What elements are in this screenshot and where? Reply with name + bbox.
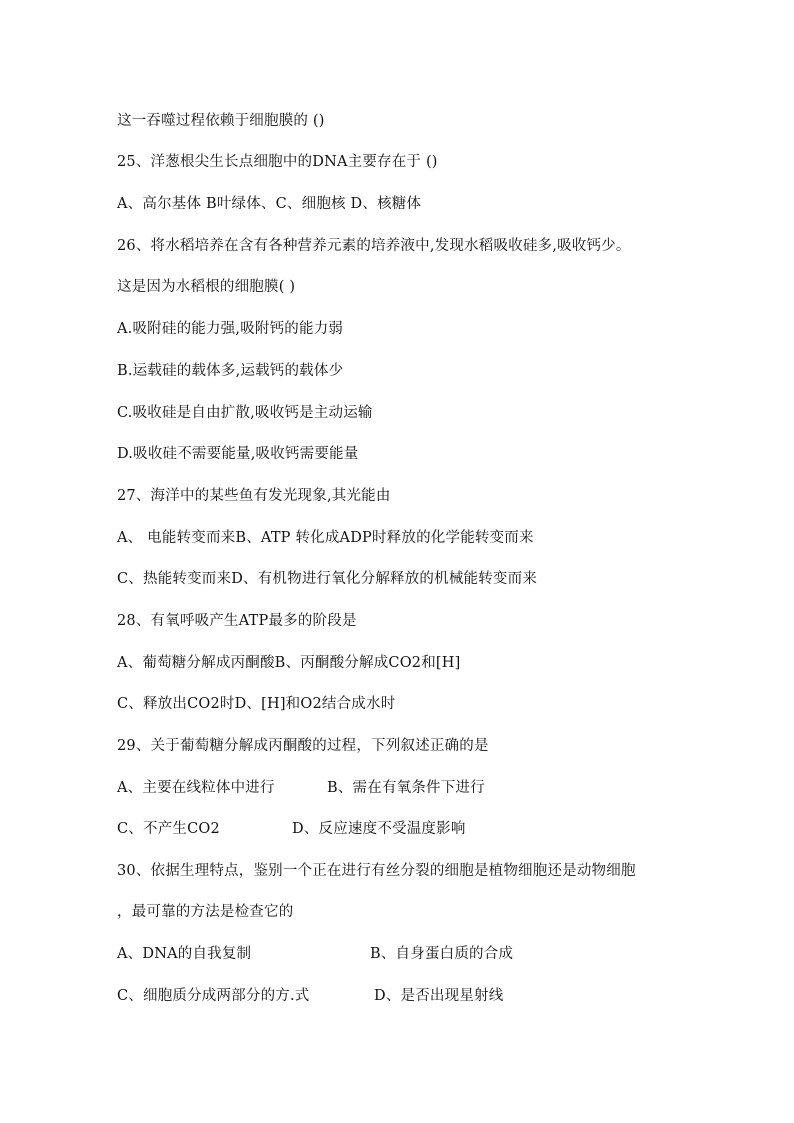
question-25: 25、洋葱根尖生长点细胞中的DNA主要存在于 () [117, 154, 438, 170]
question-25-options: A、高尔基体 B叶绿体、C、细胞核 D、核糖体 [117, 196, 422, 212]
text-line: 这是因为水稻根的细胞膜( ) [117, 279, 296, 295]
q30-option-c: C、细胞质分成两部分的方.式 [117, 988, 310, 1004]
question-27-options-ab: A、 电能转变而来B、ATP 转化成ADP时释放的化学能转变而来 [117, 530, 534, 546]
text-line: ，最可靠的方法是检查它的 [117, 904, 294, 920]
question-29: 29、关于葡萄糖分解成丙酮酸的过程，下列叙述正确的是 [117, 738, 489, 754]
q29-option-d: D、反应速度不受温度影响 [292, 821, 466, 837]
q29-option-c: C、不产生CO2 [117, 821, 220, 837]
q29-option-b: B、需在有氧条件下进行 [327, 780, 485, 796]
question-27-options-cd: C、热能转变而来D、有机物进行氧化分解释放的机械能转变而来 [117, 571, 538, 587]
q30-option-d: D、是否出现星射线 [374, 988, 504, 1004]
q30-option-b: B、自身蛋白质的合成 [370, 946, 514, 962]
q30-option-a: A、DNA的自我复制 [117, 946, 252, 962]
text-line: 这一吞噬过程依赖于细胞膜的 () [117, 113, 325, 129]
question-27: 27、海洋中的某些鱼有发光现象,其光能由 [117, 488, 391, 504]
question-26: 26、将水稻培养在含有各种营养元素的培养液中,发现水稻吸收硅多,吸收钙少。 [117, 238, 631, 254]
q29-option-a: A、主要在线粒体中进行 [117, 780, 275, 796]
option-d: D.吸收硅不需要能量,吸收钙需要能量 [117, 446, 359, 462]
question-28: 28、有氧呼吸产生ATP最多的阶段是 [117, 613, 357, 629]
option-b: B.运载硅的载体多,运载钙的载体少 [117, 363, 344, 379]
option-c: C.吸收硅是自由扩散,吸收钙是主动运输 [117, 405, 373, 421]
question-30: 30、依据生理特点，鉴别一个正在进行有丝分裂的细胞是植物细胞还是动物细胞 [117, 863, 636, 879]
question-28-options-ab: A、葡萄糖分解成丙酮酸B、丙酮酸分解成CO2和[H] [117, 655, 461, 671]
option-a: A.吸附硅的能力强,吸附钙的能力弱 [117, 321, 344, 337]
question-28-options-cd: C、释放出CO2时D、[H]和O2结合成水时 [117, 696, 396, 712]
